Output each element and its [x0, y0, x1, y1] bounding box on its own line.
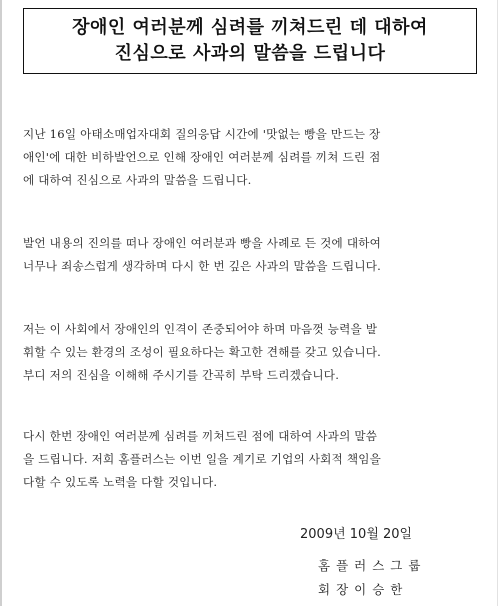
company-name: 홈플러스그룹 — [318, 558, 427, 573]
paragraph-line: 너무나 죄송스럽게 생각하며 다시 한 번 깊은 사과의 말씀을 드립니다. — [23, 259, 382, 273]
title-box — [23, 8, 477, 74]
paragraph-line: 다시 한번 장애인 여러분께 심려를 끼쳐드린 점에 대하여 사과의 말씀 — [23, 429, 378, 443]
title-line-1: 장애인 여러분께 심려를 끼쳐드린 데 대하여 — [72, 17, 428, 38]
statement-date: 2009년 10월 20일 — [300, 527, 413, 542]
paragraph-line: 애인'에 대한 비하발언으로 인해 장애인 여러분께 심려를 끼쳐 드린 점 — [23, 150, 381, 164]
paragraph-line: 부디 저의 진심을 이해해 주시기를 간곡히 부탁 드리겠습니다. — [23, 368, 340, 382]
paragraph-3 — [23, 318, 478, 387]
paragraph-4 — [23, 425, 478, 494]
paragraph-line: 휘할 수 있는 환경의 조성이 필요하다는 확고한 견해를 갖고 있습니다. — [23, 345, 382, 359]
title-line-2: 진심으로 사과의 말씀을 드립니다 — [114, 43, 386, 64]
paragraph-line: 에 대하여 진심으로 사과의 말씀을 드립니다. — [23, 173, 252, 187]
page-edge-right — [497, 0, 498, 606]
paragraph-line: 저는 이 사회에서 장애인의 인격이 존중되어야 하며 마음껏 능력을 발 — [23, 322, 378, 336]
paragraph-line: 지난 16일 아태소매업자대회 질의응답 시간에 '맛없는 빵을 만드는 장 — [23, 127, 381, 141]
paragraph-1 — [23, 123, 478, 192]
signer-name: 회장이승한 — [318, 582, 409, 597]
paragraph-line: 을 드립니다. 저희 홈플러스는 이번 일을 계기로 기업의 사회적 책임을 — [23, 452, 382, 466]
paragraph-2 — [23, 232, 478, 278]
page-edge-left — [0, 0, 2, 606]
paragraph-line: 다할 수 있도록 노력을 다할 것입니다. — [23, 475, 218, 489]
paragraph-line: 발언 내용의 진의를 떠나 장애인 여러분과 빵을 사례로 든 것에 대하여 — [23, 236, 382, 250]
